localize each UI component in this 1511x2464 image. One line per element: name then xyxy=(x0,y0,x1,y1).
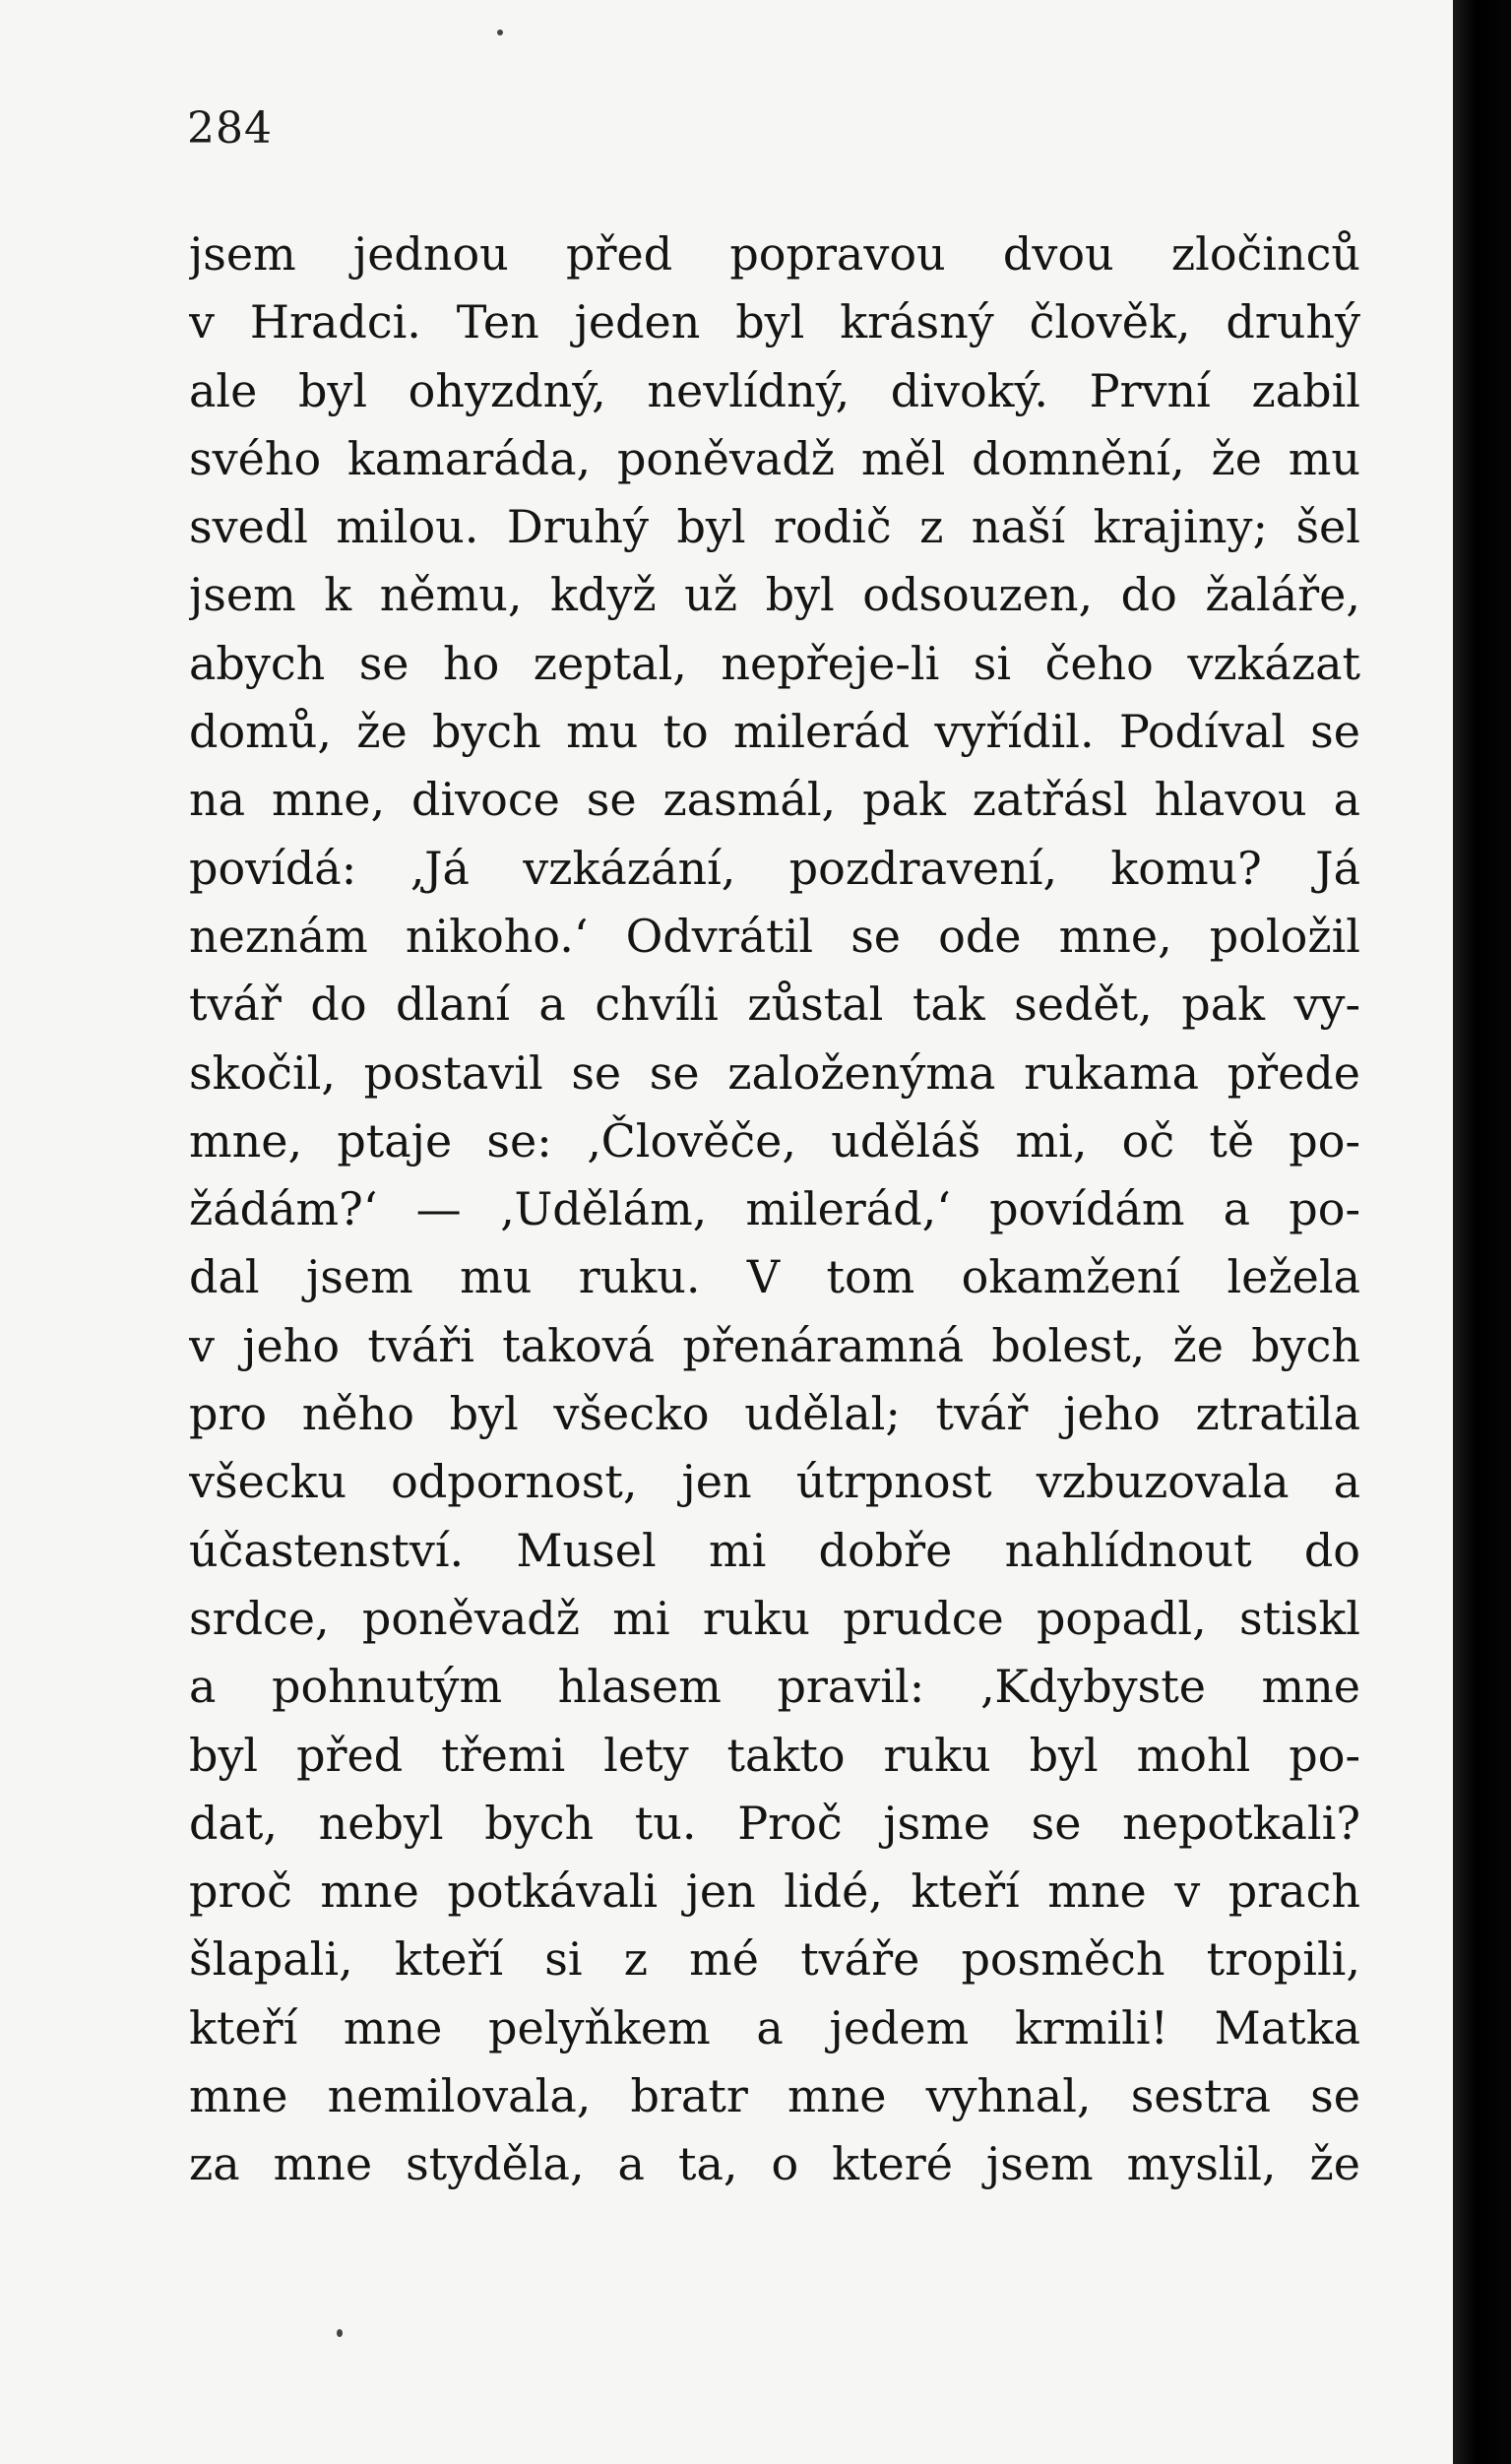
text-line: ale byl ohyzdný, nevlídný, divoký. První zabil xyxy=(189,363,1360,417)
body-text xyxy=(189,221,1360,2199)
text-line: v jeho tváři taková přenáramná bolest, že bych xyxy=(189,1318,1360,1372)
page-edge-shadow xyxy=(1453,0,1511,2464)
text-line: dal jsem mu ruku. V tom okamžení ležela xyxy=(189,1250,1360,1304)
text-line: pro něho byl všecko udělal; tvář jeho ztratila xyxy=(189,1387,1360,1441)
page-number: 284 xyxy=(187,103,273,154)
paper-speck xyxy=(497,30,503,35)
text-line: srdce, poněvadž mi ruku prudce popadl, stiskl xyxy=(189,1591,1360,1645)
paper-speck xyxy=(337,2329,343,2337)
text-line: na mne, divoce se zasmál, pak zatřásl hlavou a xyxy=(189,773,1360,827)
text-line: skočil, postavil se se založenýma rukama přede xyxy=(189,1045,1360,1100)
text-line: jsem jednou před popravou dvou zločinců xyxy=(189,227,1360,281)
text-line: mne nemilovala, bratr mne vyhnal, sestra se xyxy=(189,2069,1360,2123)
text-line: dat, nebyl bych tu. Proč jsme se nepotkali? xyxy=(189,1796,1360,1850)
text-line: byl před třemi lety takto ruku byl mohl po- xyxy=(189,1728,1360,1782)
text-line: a pohnutým hlasem pravil: ‚Kdybyste mne xyxy=(189,1660,1360,1714)
text-line: za mne styděla, a ta, o které jsem myslil, že xyxy=(189,2137,1360,2191)
text-line: svedl milou. Druhý byl rodič z naší krajiny; šel xyxy=(189,500,1360,554)
text-line: povídá: ‚Já vzkázání, pozdravení, komu? Já xyxy=(189,841,1360,895)
text-line: neznám nikoho.‘ Odvrátil se ode mne, položil xyxy=(189,909,1360,963)
text-line: domů, že bych mu to milerád vyřídil. Podíval se xyxy=(189,705,1360,759)
text-line: všecku odpornost, jen útrpnost vzbuzovala a xyxy=(189,1455,1360,1509)
text-line: tvář do dlaní a chvíli zůstal tak sedět, pak vy- xyxy=(189,978,1360,1032)
text-line: šlapali, kteří si z mé tváře posměch tropili, xyxy=(189,1932,1360,1987)
text-line: kteří mne pelyňkem a jedem krmili! Matka xyxy=(189,2000,1360,2054)
text-line: v Hradci. Ten jeden byl krásný člověk, druhý xyxy=(189,295,1360,349)
text-line: jsem k němu, když už byl odsouzen, do žaláře, xyxy=(189,568,1360,622)
text-line: mne, ptaje se: ‚Člověče, uděláš mi, oč tě po- xyxy=(189,1113,1360,1168)
text-line: žádám?‘ — ‚Udělám, milerád,‘ povídám a po- xyxy=(189,1182,1360,1236)
text-line: proč mne potkávali jen lidé, kteří mne v prach xyxy=(189,1864,1360,1919)
text-line: svého kamaráda, poněvadž měl domnění, že mu xyxy=(189,431,1360,485)
text-line: abych se ho zeptal, nepřeje-li si čeho vzkázat xyxy=(189,636,1360,690)
text-line: účastenství. Musel mi dobře nahlídnout do xyxy=(189,1523,1360,1577)
